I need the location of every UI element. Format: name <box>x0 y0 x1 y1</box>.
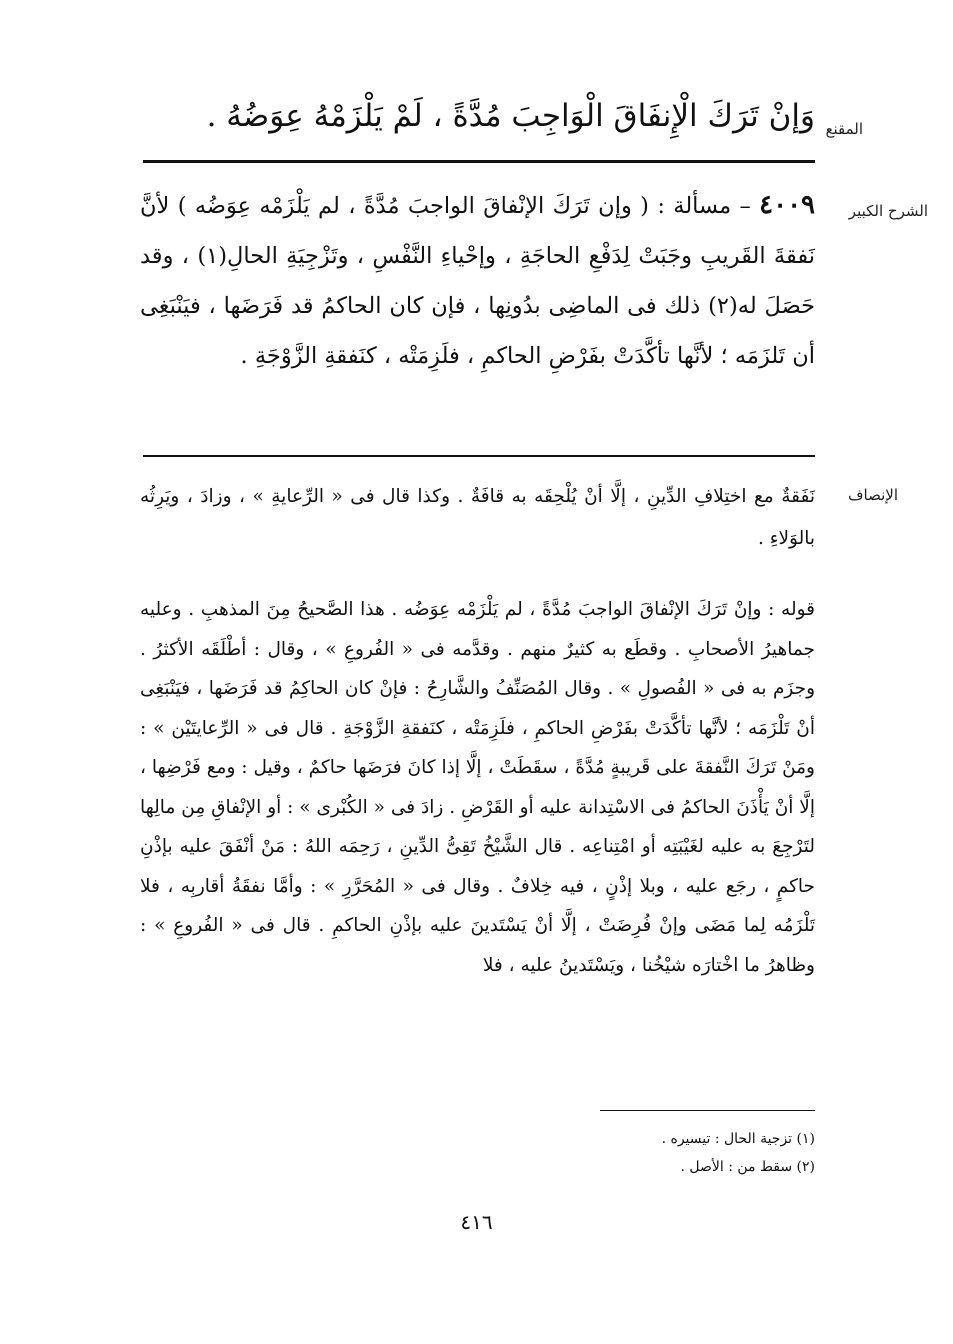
sharh-divider <box>143 455 815 457</box>
muqni-divider <box>143 160 815 163</box>
footnote-2: (٢) سقط من : الأصل . <box>680 1159 815 1175</box>
footnote-divider <box>600 1110 815 1111</box>
insaf-main-text: قوله : وإنْ تَرَكَ الإنْفاقَ الواجبَ مُدَّةً ، لم يَلْزَمْه عِوَضُه . هذا الصَّحيحُ مِنَ المذهبِ . وعليه جماهيرُ الأصحابِ . وقطَع به كثيرٌ منهم . وقدَّمه فى « الفُروعِ » ، وقال : أطْلَقَه الأكثرُ . وجزَم به فى « الفُصولِ » . وقال المُصَنِّفُ والشَّارِحُ : فإنْ كان الحاكِمُ قد فَرَضَها ، فيَنْبَغِى أنْ تَلْزَمَه ؛ لأنَّها تأكَّدَتْ بفَرْضِ الحاكمِ ، فلَزِمَتْه ، كنَفقةِ الزَّوْجَةِ . قال فى « الرِّعايتَيْن » : ومَنْ تَرَكَ النَّفقةَ على قَريبةٍ مُدَّةً ، سقَطَتْ ، إلَّا إذا كانَ فرَضَها حاكمٌ ، وقيل : ومع فَرْضِها ، إلَّا أنْ يَأْذَنَ الحاكمُ فى الاسْتِدانة عليه أو القَرْضِ . زادَ فى « الكُبْرى » : أو الإنْفاقِ مِن مالِها لتَرْجِعَ به عليه لغَيْبَتِه أو امْتِناعِه . قال الشَّيْخُ تَقِىُّ الدِّينِ ، رَحِمَه اللهُ : مَنْ أنْفَقَ عليه بإذْنِ حاكمٍ ، رجَع عليه ، وبلا إذْنٍ ، فيه خِلافٌ . وقال فى « المُحَرَّرِ » : وأمَّا نفقَةُ أقاربِه ، فلا تَلْزَمُه لِما مَضَى وإنْ فُرِضَتْ ، إلَّا أنْ يَسْتَدينَ عليه بإذْنِ الحاكمِ . قال فى « الفُروعِ » : وظاهرُ ما اخْتارَه شيْخُنا ، ويَسْتَدينُ عليه ، فلا <box>140 599 815 976</box>
sharh-label: الشرح الكبير <box>848 202 928 220</box>
muqni-text: وَإنْ تَرَكَ الْإِنفَاقَ الْوَاجِبَ مُدَّةً ، لَمْ يَلْزَمْهُ عِوَضُهُ . <box>206 98 815 134</box>
page-number: ٤١٦ <box>460 1210 493 1234</box>
footnote-1: (١) تزجية الحال : تيسيره . <box>661 1131 815 1147</box>
footnotes <box>400 1125 815 1181</box>
insaf-label: الإنصاف <box>847 486 898 504</box>
sharh-text <box>140 180 815 381</box>
issue-number: ٤٠٠٩ <box>759 190 815 220</box>
sharh-body: – مسألة : ( وإن تَرَكَ الإنْفاقَ الواجبَ مُدَّةً ، لم يَلْزَمْه عِوَضُه ) لأنَّ نَفقةَ القَريبِ وجَبَتْ لِدَفْعِ الحاجَةِ ، وإحْياءِ النَّفْسِ ، وتَزْجِيَةِ الحالِ(١) ، وقد حَصَلَ له(٢) ذلك فى الماضِى بدُونِها ، فإن كان الحاكمُ قد فَرَضَها ، فيَنْبَغِى أن تَلزَمَه ؛ لأنَّها تأكَّدَتْ بفَرْضِ الحاكمِ ، فلَزِمَتْه ، كنَفقةِ الزَّوْجَةِ . <box>140 193 815 369</box>
muqni-label: المقنع <box>825 120 863 138</box>
insaf-continuation: نَفَقةٌ مع اختِلافِ الدِّينِ ، إلَّا أنْ يُلْحِقَه به قافَةٌ . وكذا قال فى « الرِّعايةِ » ، وزادَ ، ويَرِثُه بالوَلاءِ . <box>140 486 815 549</box>
